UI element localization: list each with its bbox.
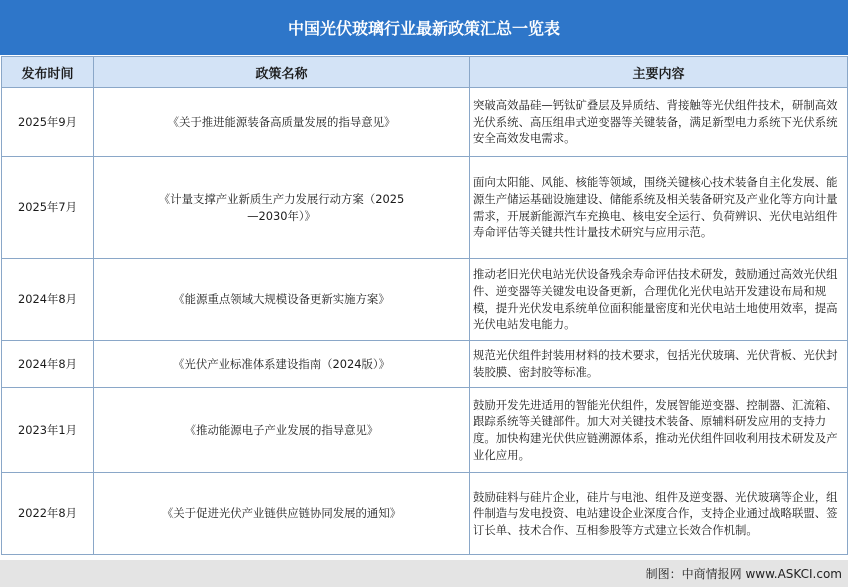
table-title: 中国光伏玻璃行业最新政策汇总一览表 [0, 0, 848, 55]
row-date: 2025年9月 [2, 88, 94, 157]
row-content: 鼓励硅料与硅片企业，硅片与电池、组件及逆变器、光伏玻璃等企业，组件制造与发电投资、电站建设企业深度合作，支持企业通过战略联盟、签订长单、技术合作、互相参股等方式建立长效合作机制。 [470, 473, 848, 555]
row-policy-name: 《计量支撑产业新质生产力发展行动方案（2025—2030年）》 [94, 157, 470, 259]
row-date: 2024年8月 [2, 259, 94, 341]
row-date: 2022年8月 [2, 473, 94, 555]
row-content: 突破高效晶硅—钙钛矿叠层及异质结、背接触等光伏组件技术，研制高效光伏系统、高压组串式逆变器等关键装备，满足新型电力系统下光伏系统安全高效发电需求。 [470, 88, 848, 157]
row-date: 2024年8月 [2, 341, 94, 388]
row-content: 面向太阳能、风能、核能等领域，围绕关键核心技术装备自主化发展、能源生产储运基础设施建设、储能系统及相关装备研究及产业化等方向计量需求，开展新能源汽车充换电、核电安全运行、负荷辨识、光伏电站组件寿命评估等关键共性计量技术研究与应用示范。 [470, 157, 848, 259]
row-date: 2025年7月 [2, 157, 94, 259]
table-row [2, 259, 848, 341]
table-row [2, 388, 848, 473]
row-policy-name: 《关于促进光伏产业链供应链协同发展的通知》 [94, 473, 470, 555]
row-policy-name: 《能源重点领域大规模设备更新实施方案》 [94, 259, 470, 341]
row-content: 规范光伏组件封装用材料的技术要求，包括光伏玻璃、光伏背板、光伏封装胶膜、密封胶等标准。 [470, 341, 848, 388]
row-policy-name: 《关于推进能源装备高质量发展的指导意见》 [94, 88, 470, 157]
header-name: 政策名称 [94, 57, 470, 88]
header-row [2, 57, 848, 88]
table-row [2, 157, 848, 259]
row-date: 2023年1月 [2, 388, 94, 473]
policy-table [1, 56, 848, 555]
row-policy-name: 《光伏产业标准体系建设指南（2024版）》 [94, 341, 470, 388]
row-policy-name: 《推动能源电子产业发展的指导意见》 [94, 388, 470, 473]
source-footer [0, 560, 848, 587]
row-content: 鼓励开发先进适用的智能光伏组件，发展智能逆变器、控制器、汇流箱、跟踪系统等关键部件。加大对关键技术装备、原辅料研发应用的支持力度。加快构建光伏供应链溯源体系，推动光伏组件回收利用技术研发及产业化应用。 [470, 388, 848, 473]
table-row [2, 88, 848, 157]
header-date: 发布时间 [2, 57, 94, 88]
table-row [2, 341, 848, 388]
header-content: 主要内容 [470, 57, 848, 88]
row-content: 推动老旧光伏电站光伏设备残余寿命评估技术研发，鼓励通过高效光伏组件、逆变器等关键发电设备更新，合理优化光伏电站开发建设布局和规模，提升光伏发电系统单位面积能量密度和光伏电站土地使用效率，提高光伏电站发电能力。 [470, 259, 848, 341]
source-credit: 制图：中商情报网 www.ASKCI.com [645, 567, 842, 581]
table-row [2, 473, 848, 555]
